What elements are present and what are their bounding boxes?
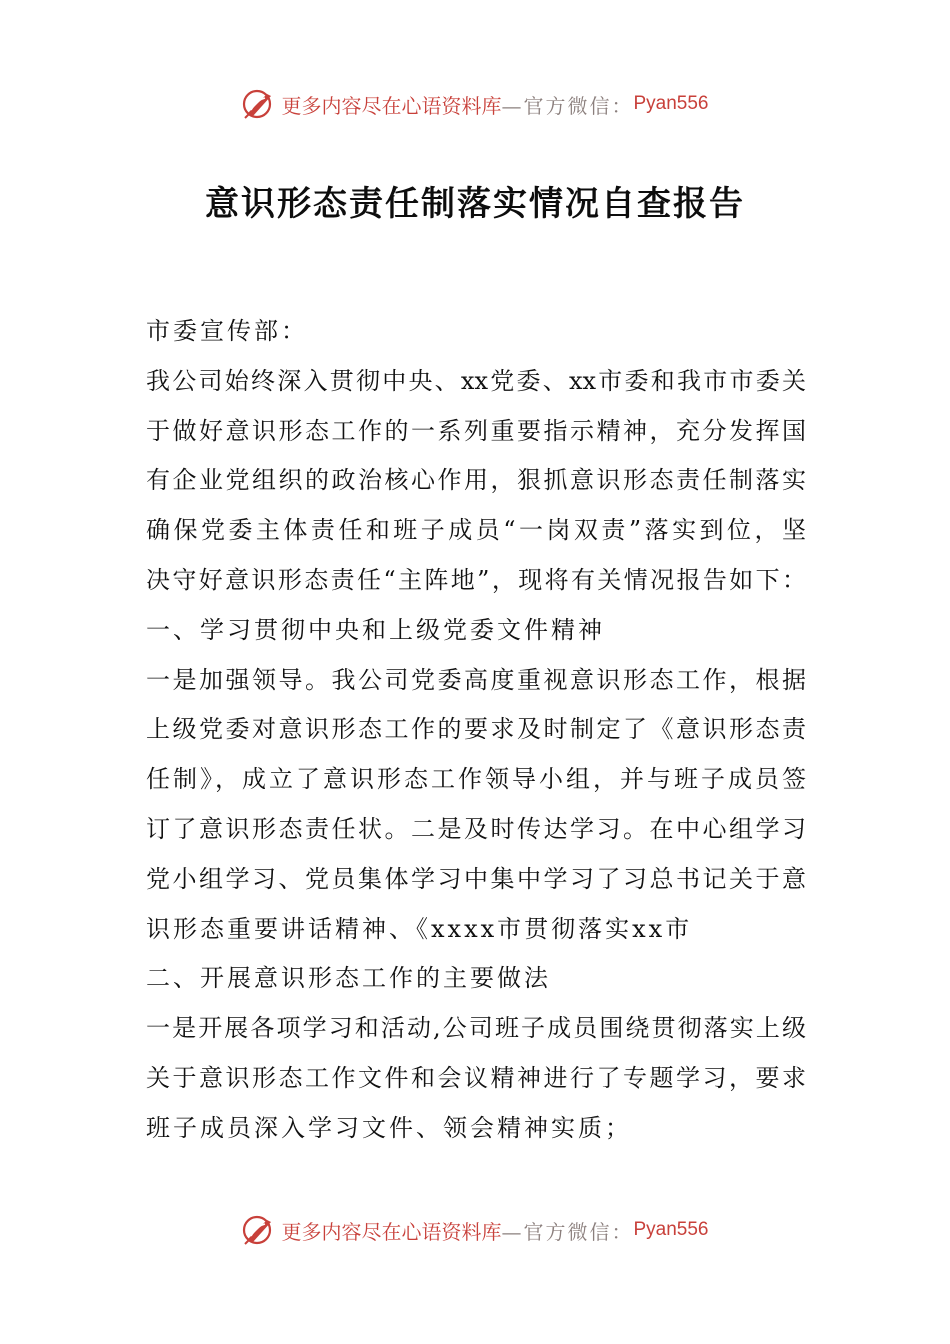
banner-text-wechat: —官方微信： — [501, 1219, 634, 1244]
body-line: 关于意识形态工作文件和会议精神进行了专题学习，要求 — [146, 1063, 806, 1092]
body-line: 识形态重要讲话精神、《xxxx市贯彻落实xx市 — [146, 914, 693, 943]
body-line: 订了意识形态责任状。二是及时传达学习。在中心组学习 — [146, 814, 806, 843]
pen-logo-icon — [241, 86, 277, 122]
body-line: 党小组学习、党员集体学习中集中学习了习总书记关于意 — [146, 864, 806, 893]
body-line: 班子成员深入学习文件、领会精神实质； — [146, 1113, 632, 1142]
banner-text-id: Pyan556 — [633, 93, 709, 114]
document-body — [146, 307, 806, 1154]
banner-text-id: Pyan556 — [633, 1219, 709, 1240]
body-line: 于做好意识形态工作的一系列重要指示精神，充分发挥国 — [146, 416, 806, 445]
document-title: 意识形态责任制落实情况自查报告 — [205, 184, 745, 224]
pen-logo-icon — [241, 1212, 277, 1248]
banner-text-main: 更多内容尽在心语资料库 — [281, 1219, 502, 1244]
header-watermark-banner — [0, 84, 950, 124]
body-line: 决守好意识形态责任“主阵地”，现将有关情况报告如下： — [146, 565, 806, 594]
body-line: 有企业党组织的政治核心作用，狠抓意识形态责任制落实 — [146, 466, 806, 495]
body-line: 一是加强领导。我公司党委高度重视意识形态工作，根据 — [146, 665, 806, 694]
body-line: 二、开展意识形态工作的主要做法 — [146, 964, 551, 993]
body-line: 市委宣传部： — [146, 317, 308, 345]
banner-text-wechat: —官方微信： — [501, 93, 634, 118]
footer-watermark-banner — [0, 1210, 950, 1250]
body-line: 任制》，成立了意识形态工作领导小组，并与班子成员签 — [146, 765, 806, 794]
body-line: 一、学习贯彻中央和上级党委文件精神 — [146, 615, 605, 644]
body-line: 确保党委主体责任和班子成员“一岗双责”落实到位，坚 — [146, 516, 806, 545]
body-line: 上级党委对意识形态工作的要求及时制定了《意识形态责 — [146, 715, 806, 744]
body-line: 我公司始终深入贯彻中央、xx党委、xx市委和我市市委关 — [146, 366, 806, 395]
banner-text-main: 更多内容尽在心语资料库 — [281, 93, 502, 118]
body-line: 一是开展各项学习和活动,公司班子成员围绕贯彻落实上级 — [146, 1014, 806, 1043]
